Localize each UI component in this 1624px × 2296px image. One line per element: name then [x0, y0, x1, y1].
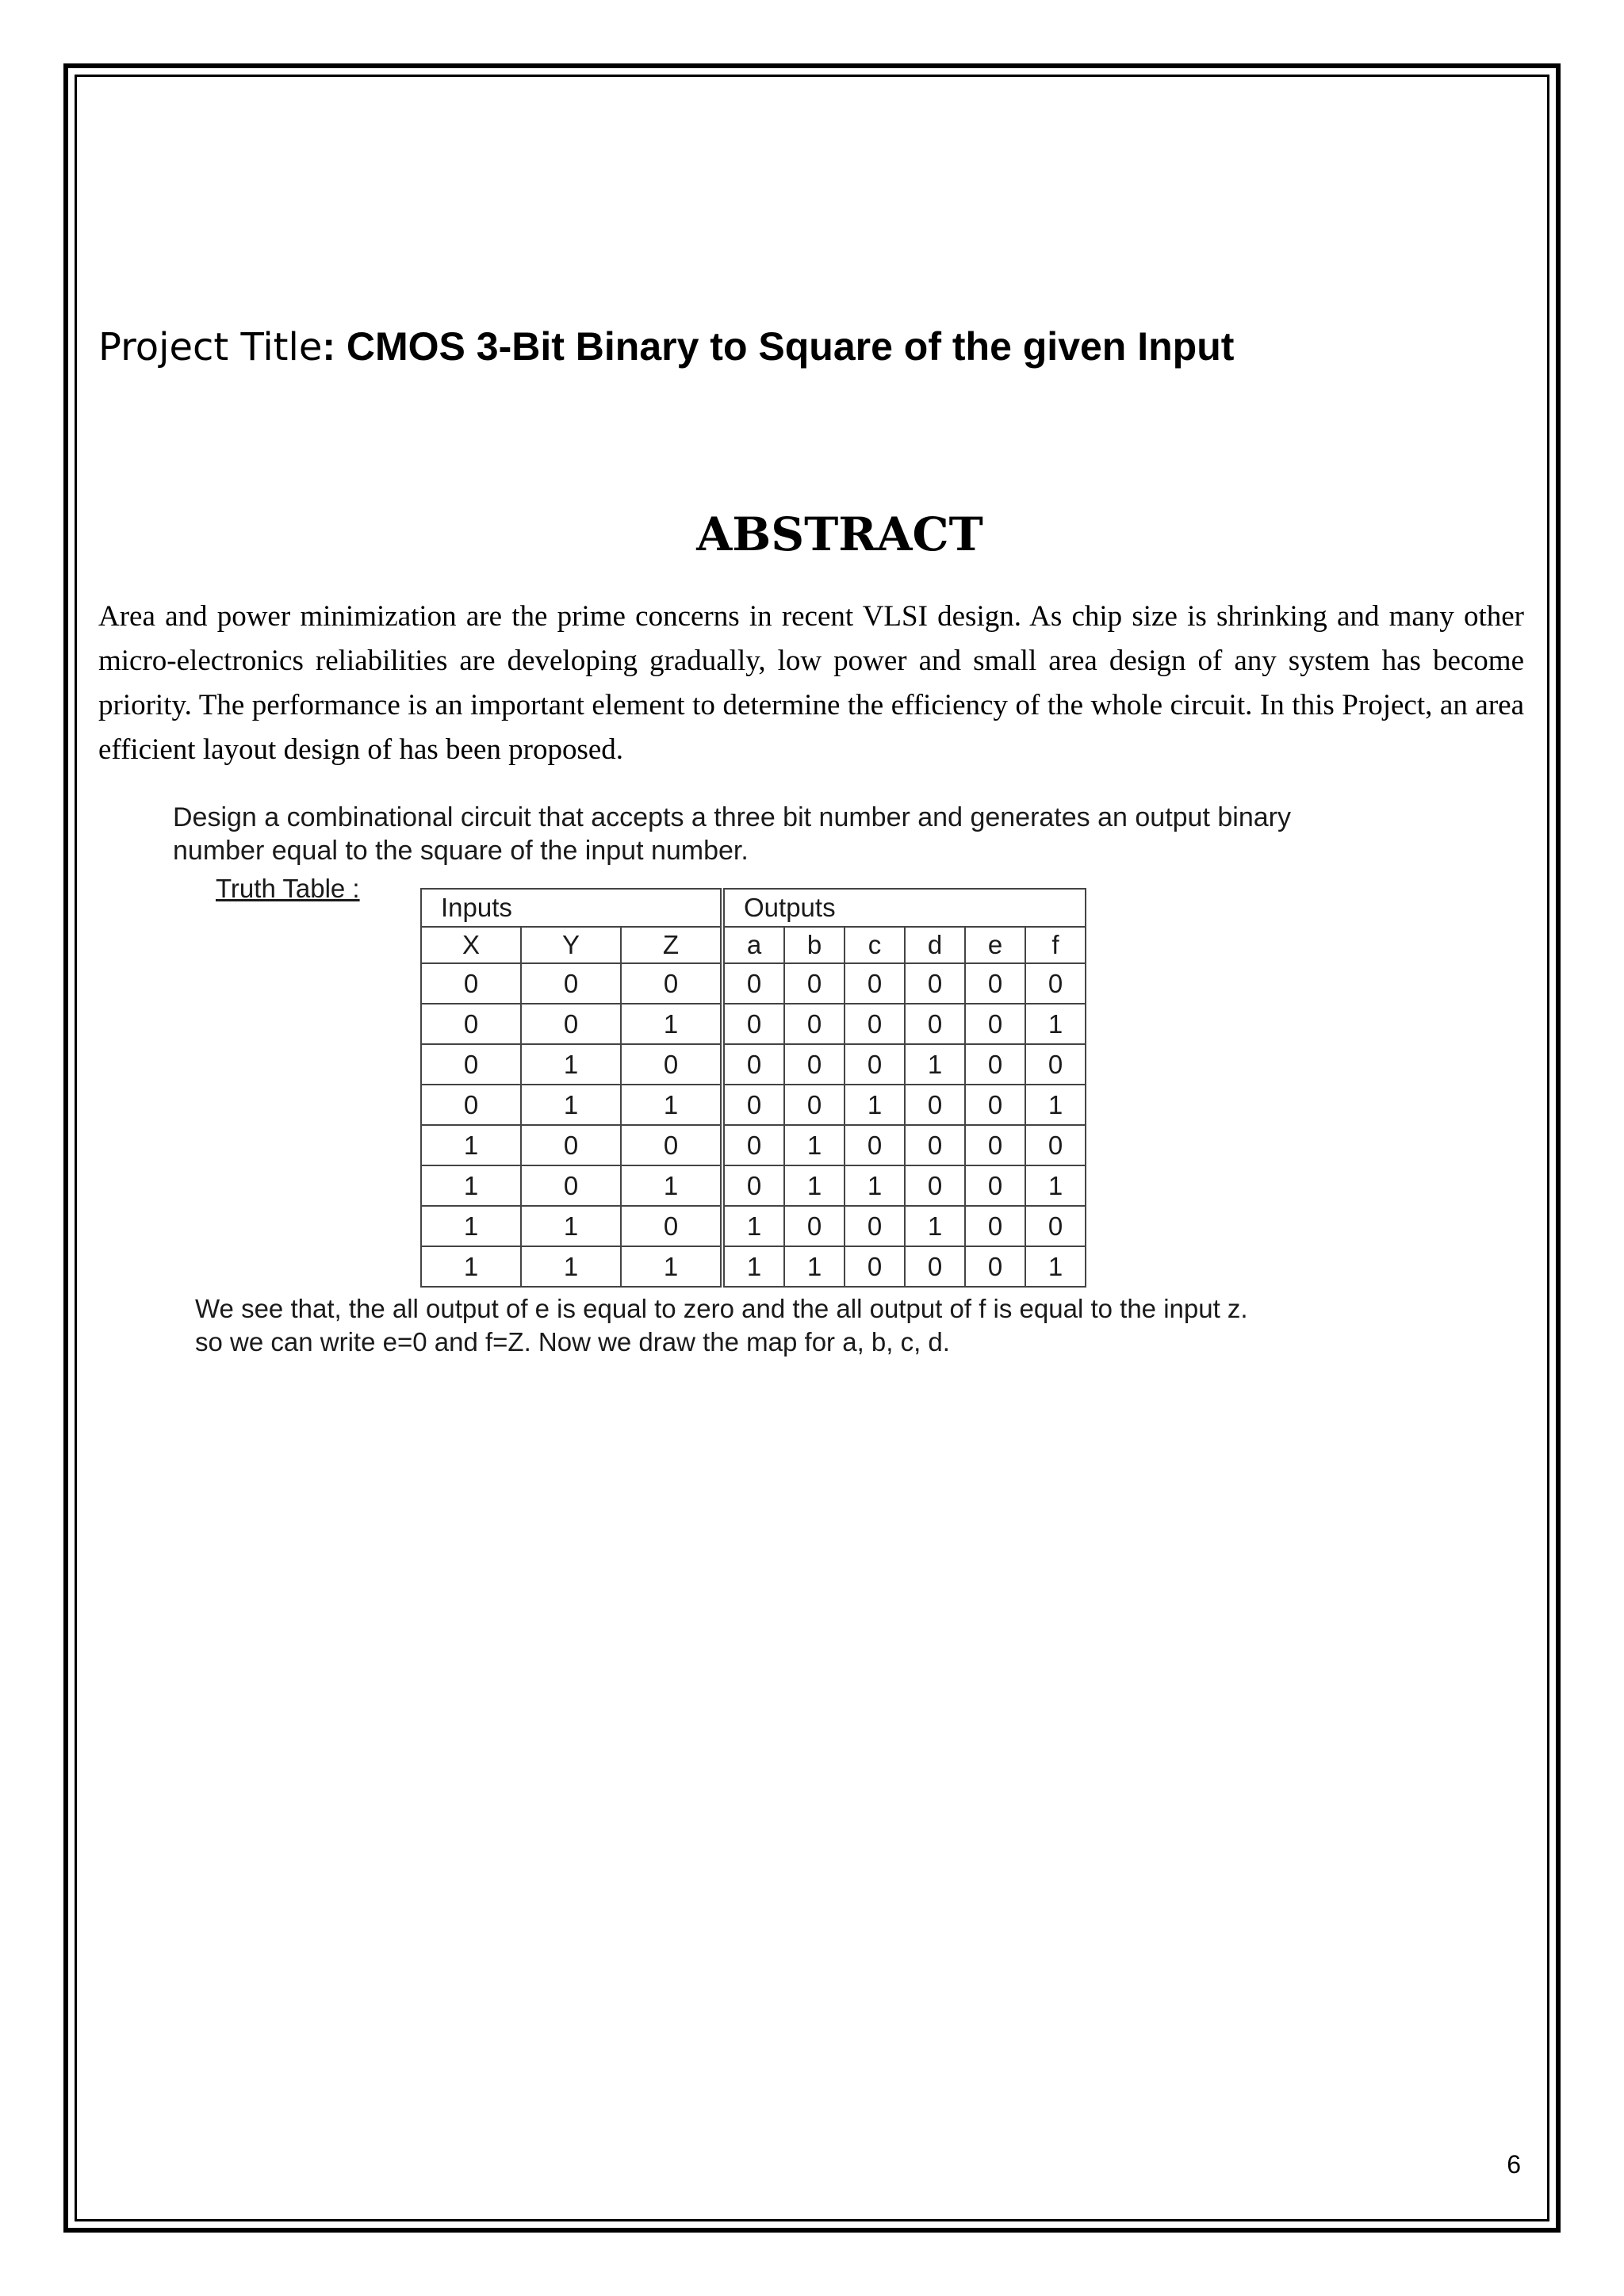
- table-cell: 0: [784, 963, 845, 1004]
- table-cell: 0: [521, 1004, 621, 1044]
- figure-intro-line-2: number equal to the square of the input number.: [173, 836, 749, 866]
- table-cell: 0: [521, 1165, 621, 1206]
- table-cell: 0: [1025, 963, 1086, 1004]
- figure-outro: [195, 1292, 1496, 1359]
- table-cell: 1: [845, 1165, 905, 1206]
- table-cell: 0: [965, 963, 1025, 1004]
- table-cell: 1: [421, 1165, 521, 1206]
- abstract-heading: ABSTRACT: [696, 507, 983, 561]
- column-header-b: b: [784, 927, 845, 963]
- table-cell: 0: [905, 963, 965, 1004]
- table-cell: 0: [621, 1206, 722, 1246]
- figure-intro-line-1: Design a combinational circuit that accepts a three bit number and generates an output binary: [173, 802, 1291, 832]
- table-cell: 1: [845, 1085, 905, 1125]
- table-cell: 0: [621, 1125, 722, 1165]
- table-row: [421, 1004, 1086, 1044]
- table-cell: 0: [845, 1044, 905, 1085]
- column-header-c: c: [845, 927, 905, 963]
- table-cell: 0: [722, 1165, 784, 1206]
- table-cell: 0: [905, 1165, 965, 1206]
- table-cell: 1: [722, 1246, 784, 1287]
- table-cell: 0: [621, 1044, 722, 1085]
- table-cell: 0: [722, 1004, 784, 1044]
- project-title: [98, 323, 1526, 370]
- table-cell: 0: [784, 1044, 845, 1085]
- table-cell: 0: [722, 1044, 784, 1085]
- inputs-group-header: Inputs: [421, 889, 722, 927]
- table-row: [421, 1125, 1086, 1165]
- table-cell: 1: [521, 1085, 621, 1125]
- table-cell: 0: [845, 1125, 905, 1165]
- column-header-a: a: [722, 927, 784, 963]
- table-cell: 0: [965, 1044, 1025, 1085]
- table-cell: 1: [521, 1206, 621, 1246]
- table-cell: 0: [905, 1246, 965, 1287]
- table-cell: 0: [621, 963, 722, 1004]
- table-cell: 1: [621, 1246, 722, 1287]
- abstract-body: Area and power minimization are the prime concerns in recent VLSI design. As chip size is shrinking and many other micro-electronics reliabilities are developing gradually, low power and small area design of any system has become priority. The performance is an important element to determine the efficiency of the whole circuit. In this Project, an area efficient layout design of has been proposed.: [98, 600, 1524, 766]
- table-cell: 0: [845, 1206, 905, 1246]
- table-cell: 0: [722, 963, 784, 1004]
- figure-intro: [173, 801, 1473, 867]
- outputs-group-header: Outputs: [722, 889, 1086, 927]
- table-cell: 0: [905, 1125, 965, 1165]
- table-row: [421, 1044, 1086, 1085]
- table-cell: 0: [965, 1004, 1025, 1044]
- truth-table-body: [421, 963, 1086, 1287]
- project-title-value: CMOS 3-Bit Binary to Square of the given Input: [346, 324, 1235, 369]
- table-row: [421, 1165, 1086, 1206]
- project-title-label: Project Title: [98, 325, 323, 369]
- table-cell: 1: [905, 1044, 965, 1085]
- column-header-x: X: [421, 927, 521, 963]
- table-cell: 1: [1025, 1085, 1086, 1125]
- table-cell: 1: [1025, 1165, 1086, 1206]
- table-cell: 0: [784, 1206, 845, 1246]
- table-cell: 0: [784, 1004, 845, 1044]
- table-cell: 1: [421, 1206, 521, 1246]
- table-cell: 0: [1025, 1044, 1086, 1085]
- table-cell: 1: [784, 1125, 845, 1165]
- project-title-separator: :: [322, 324, 347, 369]
- table-cell: 1: [521, 1044, 621, 1085]
- page-number: 6: [1507, 2150, 1521, 2179]
- table-cell: 0: [521, 963, 621, 1004]
- table-cell: 0: [1025, 1125, 1086, 1165]
- figure-outro-line-1: We see that, the all output of e is equal to zero and the all output of f is equal to the input z.: [195, 1294, 1248, 1323]
- table-cell: 0: [784, 1085, 845, 1125]
- column-header-f: f: [1025, 927, 1086, 963]
- table-cell: 1: [621, 1165, 722, 1206]
- table-cell: 1: [421, 1246, 521, 1287]
- figure-outro-line-2: so we can write e=0 and f=Z. Now we draw the map for a, b, c, d.: [195, 1327, 950, 1357]
- table-cell: 0: [722, 1125, 784, 1165]
- table-cell: 0: [845, 1246, 905, 1287]
- truth-table-group-row: [421, 889, 1086, 927]
- table-cell: 1: [421, 1125, 521, 1165]
- column-header-z: Z: [621, 927, 722, 963]
- table-row: [421, 963, 1086, 1004]
- table-cell: 0: [421, 1004, 521, 1044]
- table-row: [421, 1206, 1086, 1246]
- table-cell: 1: [621, 1004, 722, 1044]
- table-cell: 1: [905, 1206, 965, 1246]
- table-row: [421, 1246, 1086, 1287]
- table-cell: 1: [1025, 1004, 1086, 1044]
- table-cell: 0: [905, 1085, 965, 1125]
- table-cell: 0: [1025, 1206, 1086, 1246]
- table-cell: 1: [621, 1085, 722, 1125]
- column-header-d: d: [905, 927, 965, 963]
- table-cell: 0: [965, 1165, 1025, 1206]
- table-cell: 0: [905, 1004, 965, 1044]
- table-cell: 0: [521, 1125, 621, 1165]
- table-cell: 0: [965, 1125, 1025, 1165]
- column-header-e: e: [965, 927, 1025, 963]
- table-cell: 0: [965, 1085, 1025, 1125]
- truth-table-figure: [173, 801, 1473, 1357]
- table-cell: 1: [784, 1165, 845, 1206]
- truth-table-label: Truth Table :: [216, 874, 360, 903]
- column-header-y: Y: [521, 927, 621, 963]
- table-row: [421, 1085, 1086, 1125]
- table-cell: 0: [722, 1085, 784, 1125]
- truth-table: [420, 888, 1086, 1288]
- table-cell: 0: [845, 1004, 905, 1044]
- table-cell: 1: [1025, 1246, 1086, 1287]
- table-cell: 1: [784, 1246, 845, 1287]
- table-cell: 0: [421, 963, 521, 1004]
- table-cell: 0: [965, 1246, 1025, 1287]
- table-cell: 1: [521, 1246, 621, 1287]
- table-cell: 0: [421, 1085, 521, 1125]
- table-cell: 0: [965, 1206, 1025, 1246]
- truth-table-column-row: [421, 927, 1086, 963]
- table-cell: 1: [722, 1206, 784, 1246]
- table-cell: 0: [421, 1044, 521, 1085]
- table-cell: 0: [845, 963, 905, 1004]
